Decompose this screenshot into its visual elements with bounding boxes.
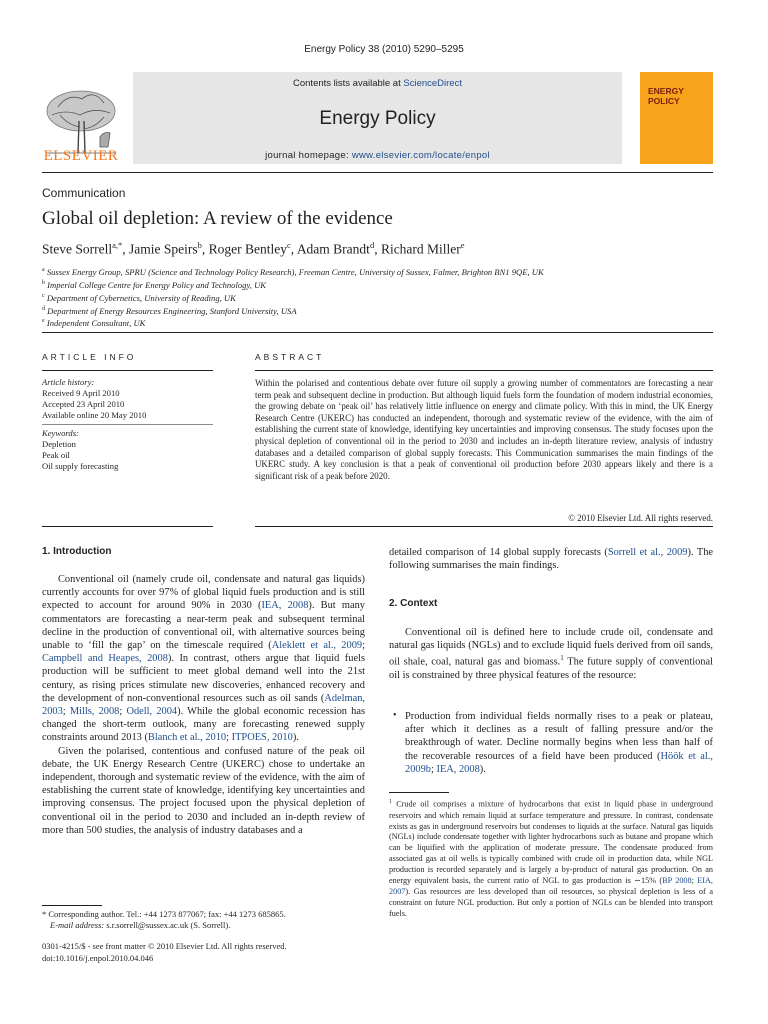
text-run: ; — [119, 706, 127, 718]
citation-link[interactable]: Sorrell et al., 2009 — [607, 547, 688, 558]
email-label: E-mail address: — [50, 920, 105, 930]
journal-citation: Energy Policy 38 (2010) 5290–5295 — [304, 44, 464, 55]
text-run: ). The following summarises the main findings. — [389, 547, 713, 572]
citation-link[interactable]: ITPOES, 2010 — [231, 732, 293, 744]
article-info-heading: ARTICLE INFO — [42, 352, 137, 362]
footnote-mark: 1 — [389, 799, 392, 805]
sciencedirect-link[interactable]: ScienceDirect — [403, 78, 462, 89]
affiliation-key: d — [42, 305, 45, 312]
online-date: Available online 20 May 2010 — [42, 410, 147, 420]
cover-title — [648, 86, 708, 106]
keyword-item: Oil supply forecasting — [42, 461, 119, 471]
affiliation-text: Sussex Energy Group, SPRU (Science and Technology Policy Research), Freeman Centre, University of Sussex, Falmer, Brighton BN1 9QE, UK — [46, 266, 544, 277]
affiliation-key: a — [42, 267, 45, 273]
homepage-line — [133, 150, 622, 161]
contents-line — [133, 78, 622, 89]
author-name: Richard Miller — [380, 241, 461, 257]
homepage-prefix: journal homepage: — [265, 150, 352, 161]
front-matter — [42, 940, 287, 964]
section-rule — [42, 332, 713, 333]
history-label: Article history: — [42, 377, 95, 387]
bullet-marker: • — [393, 710, 397, 721]
citation-link[interactable]: Höök et al., 2009b — [405, 750, 713, 775]
context-sentence: Conventional oil is defined here to include crude oil, condensate and natural gas liquids (NGLs) and to exclude liquid fuels derived from oil sands, oil shale, coal, natural gas and biomass. — [389, 627, 713, 668]
doi-line[interactable]: doi:10.1016/j.enpol.2010.04.046 — [42, 953, 154, 963]
text-run: Crude oil comprises a mixture of hydrocarbons that exist in liquid phase in underground reservoirs and which remain liquid at surface temperature and pressure. In contrast, condensate exists as gas in underground reservoirs but condenses to liquids at the surface. Natural gas liquids (NGLs) include condensate together with lighter hydrocarbons such as butane and propane which can be liquified with the application of moderate pressure. The condensate produced from associated gas at oil wells is typically combined with crude oil in production data, while NGL production is recorded separately and is largely a by-product of natural gas production. On an energy equivalent basis, the current ratio of NGL to gas production is ∼15% ( — [389, 799, 713, 886]
affiliation-item — [42, 291, 544, 304]
affiliation-text: Independent Consultant, UK — [46, 318, 146, 329]
affiliation-item — [42, 316, 544, 329]
homepage-link[interactable]: www.elsevier.com/locate/enpol — [351, 150, 490, 161]
text-run: ). Gas resources are less developed than oil resources, so physical depletion is less of a constraint on future NGL production. But only a portion of NGLs can be blended into transport fuels. — [389, 886, 713, 918]
cover-title-line-2: POLICY — [648, 96, 680, 106]
author-affiliation-mark[interactable]: d — [369, 240, 375, 250]
affiliation-item — [42, 265, 544, 278]
citation-link[interactable]: BP 2008 — [662, 876, 692, 886]
abstract-rule — [255, 370, 713, 371]
article-info-divider — [42, 424, 213, 425]
keyword-item: Peak oil — [42, 450, 70, 460]
cover-title-line-1: ENERGY — [648, 86, 684, 96]
author-affiliation-mark[interactable]: b — [197, 240, 202, 250]
footnote-rule-right — [389, 792, 449, 793]
author-name: Roger Bentley — [208, 241, 288, 257]
contents-prefix: Contents lists available at — [293, 78, 404, 89]
journal-name: Energy Policy — [319, 108, 436, 129]
section-heading-introduction: 1. Introduction — [42, 546, 112, 557]
affiliation-text: Department of Cybernetics, University of Reading, UK — [46, 292, 236, 303]
citation-link[interactable]: Adelman, 2003 — [42, 692, 365, 718]
intro-paragraph-2: Given the polarised, contentious and confused nature of the peak oil debate, the UK Energy Research Centre (UKERC) chose to undertake an independent, thorough and systematic review of the evidence, with the aim of establishing the current state of knowledge, identifying key uncertainties and improving consensus. The project focused upon the physical depletion of conventional oil in the period to 2030 and included an in-depth review of more than 500 studies, the analysis of industry databases and a — [42, 745, 365, 836]
citation-link[interactable]: Campbell and Heapes, 2008 — [42, 653, 168, 665]
abstract-heading: ABSTRACT — [255, 352, 325, 362]
article-type: Communication — [42, 186, 126, 200]
affiliation-item — [42, 304, 544, 317]
text-run: ). — [292, 732, 299, 744]
text-run: ; — [430, 763, 437, 775]
citation-link[interactable]: Odell, 2004 — [126, 706, 178, 718]
author-affiliation-mark[interactable]: e — [460, 240, 465, 250]
copyright-notice: © 2010 Elsevier Ltd. All rights reserved. — [568, 513, 713, 523]
text-run: Production from individual fields normally rises to a peak or plateau, after which it declines as a result of falling pressure and/or the breakthrough of water. Decline normally begins when less than half of the recoverable resources of a field have been produced ( — [405, 711, 713, 762]
corresponding-author: * Corresponding author. Tel.: +44 1273 877067; fax: +44 1273 685865. — [42, 909, 286, 919]
bullet-item — [405, 710, 713, 776]
text-run: ). — [479, 763, 486, 775]
email-address[interactable]: s.r.sorrell@sussex.ac.uk (S. Sorrell). — [104, 920, 231, 930]
abstract-bottom-rule — [255, 526, 713, 527]
citation-link[interactable]: Aleklett et al., 2009 — [271, 640, 363, 652]
article-info-rule — [42, 370, 213, 371]
affiliation-list — [42, 265, 544, 329]
footnote-body — [389, 800, 713, 918]
publisher-name: ELSEVIER — [43, 148, 119, 164]
text-run: ; — [226, 732, 232, 744]
citation-link[interactable]: IEA, 2008 — [261, 600, 309, 612]
keyword-item: Depletion — [42, 439, 76, 449]
affiliation-key: e — [42, 318, 45, 325]
continued-paragraph — [389, 546, 713, 572]
text-run: Conventional oil (namely crude oil, condensate and natural gas liquids) currently accounts for over 97% of global liquid fuels production and is still expected to account for around 90% in 2030 ( — [42, 574, 365, 612]
author-name: Steve Sorrell — [42, 241, 113, 257]
citation-link[interactable]: IEA, 2008 — [436, 763, 480, 775]
text-run: ). But many commentators are forecasting a near-term peak and subsequent terminal decline in the production of conventional oil, with alternative sources being unable to ‘fill the gap’ on the timescale required ( — [42, 600, 365, 652]
author-name: Jamie Speirs — [129, 241, 198, 257]
introduction-body — [42, 573, 365, 837]
text-run: ; — [62, 706, 70, 718]
author-affiliation-mark[interactable]: c — [287, 240, 291, 250]
author-list: Steve Sorrell$^{a,*}$, Jamie Speirs$^b$, Roger Bentley$^c$, Adam Brandt$^d$, Richard Miller$^e$ — [42, 240, 465, 257]
author-name: Adam Brandt — [296, 241, 370, 257]
keywords-label: Keywords: — [42, 428, 79, 438]
text-run: detailed comparison of 14 global supply forecasts ( — [389, 547, 608, 558]
affiliation-text: Imperial College Centre for Energy Policy and Technology, UK — [47, 279, 267, 290]
received-date: Received 9 April 2010 — [42, 388, 120, 398]
intro-paragraph-1 — [42, 573, 365, 745]
text-run: ). While the global economic recession has changed the short-term outlook, many are forecasting renewed supply constraints around 2013 ( — [42, 706, 366, 744]
article-history — [42, 377, 146, 421]
author-affiliation-mark[interactable]: a,* — [112, 240, 123, 250]
footnote-rule-left — [42, 905, 102, 906]
citation-link[interactable]: EIA, 2007 — [389, 876, 713, 896]
context-text — [389, 626, 713, 682]
abstract-text: Within the polarised and contentious debate over future oil supply a growing number of commentators are forecasting a near term peak and subsequent decline in production. But although liquid fuels form the foundation of modern industrial economies, the growing debate on ‘peak oil’ has relatively little influence on energy and climate policy. With this in mind, the UK Energy Research Centre (UKERC) has conducted an independent, thorough and systematic review of the evidence, with the aim of establishing the current state of knowledge, identifying key uncertainties and improving consensus. The study focuses upon the physical depletion of conventional oil in the period to 2030 and includes an in-depth literature review, analysis of industry databases and a detailed comparison of global supply forecasts. This Communication summarises the main findings of the UKERC study. A key conclusion is that a peak of conventional oil production before 2030 appears likely and there is a significant risk of a peak before 2020. — [255, 378, 713, 481]
footnote-1 — [389, 797, 713, 920]
keyword-list — [42, 428, 118, 472]
header-rule — [42, 172, 713, 173]
affiliation-text: Department of Energy Resources Engineering, Stanford University, USA — [47, 305, 297, 316]
text-run: ; — [362, 640, 365, 652]
text-run: ). In contrast, others argue that liquid fuels production will be sufficient to meet global demand well into the 21st century, as rising prices stimulate new discoveries, enhanced recovery and the development of non-conventional resources such as oil sands ( — [42, 653, 365, 704]
corresponding-author-note — [42, 909, 365, 931]
footnote-ref[interactable]: 1 — [560, 654, 564, 663]
citation-link[interactable]: Blanch et al., 2010 — [147, 732, 227, 744]
affiliation-key: b — [42, 279, 45, 286]
section-heading-context: 2. Context — [389, 598, 438, 609]
context-paragraph — [389, 626, 713, 682]
accepted-date: Accepted 23 April 2010 — [42, 399, 125, 409]
text-run: ; — [691, 876, 698, 886]
article-title: Global oil depletion: A review of the evidence — [42, 208, 393, 229]
issn-line: 0301-4215/$ - see front matter © 2010 Elsevier Ltd. All rights reserved. — [42, 941, 287, 951]
article-info-bottom-rule — [42, 526, 213, 527]
affiliation-key: c — [42, 292, 45, 299]
citation-link[interactable]: Mills, 2008 — [69, 706, 120, 718]
context-sentence-end: The future supply of conventional oil is constrained by three physical features of the resource: — [389, 656, 713, 682]
affiliation-item — [42, 278, 544, 291]
